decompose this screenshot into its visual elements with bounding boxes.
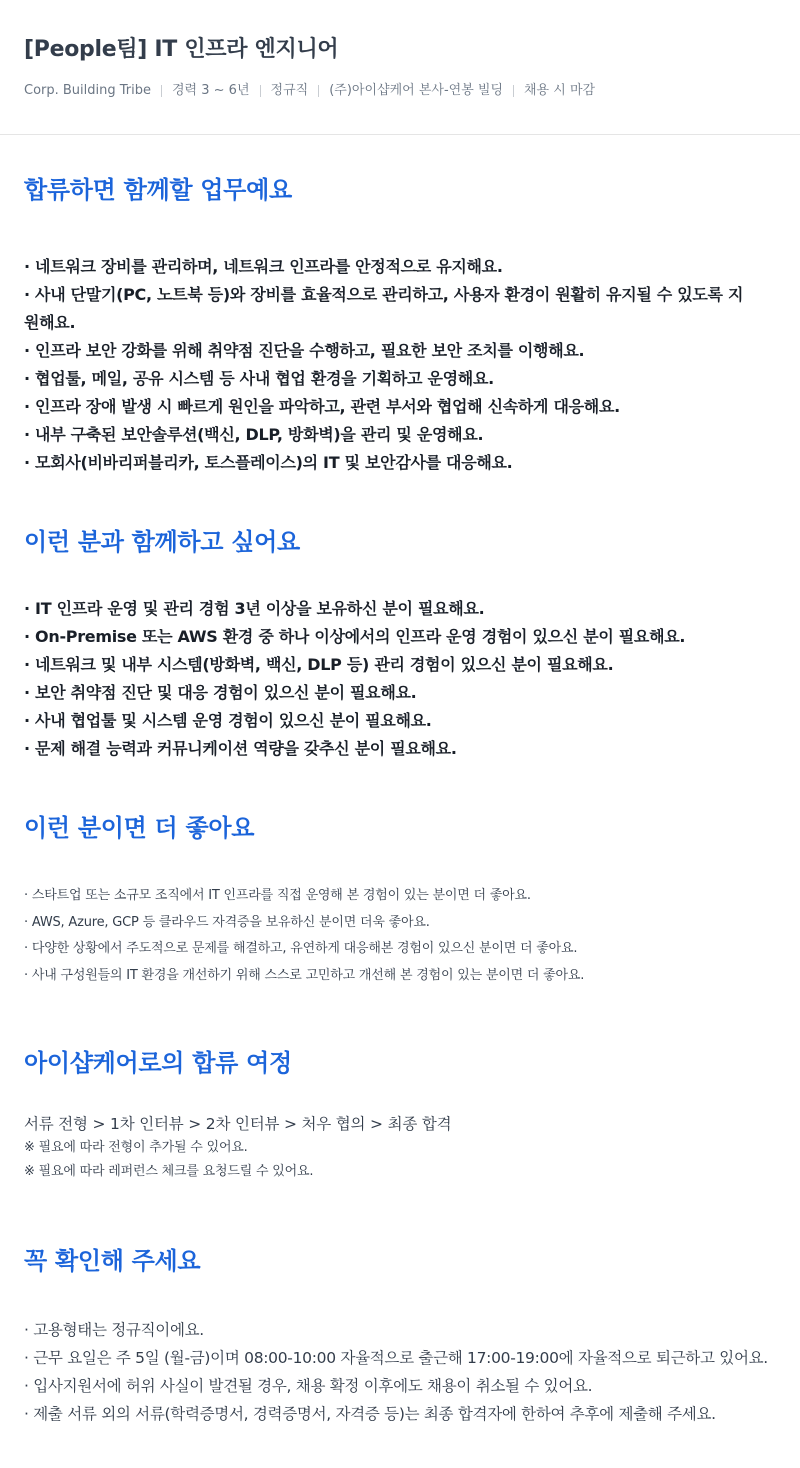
list-item: · 내부 구축된 보안솔루션(백신, DLP, 방화벽)을 관리 및 운영해요. bbox=[24, 425, 484, 444]
section-title-notice: 꼭 확인해 주세요 bbox=[24, 1246, 201, 1275]
list-item: · 근무 요일은 주 5일 (월-금)이며 08:00-10:00 자율적으로 출근해 17:00-19:00에 자율적으로 퇴근하고 있어요. bbox=[24, 1348, 768, 1367]
list-item: · 네트워크 장비를 관리하며, 네트워크 인프라를 안정적으로 유지해요. bbox=[24, 257, 503, 276]
meta-employment-type: 정규직 bbox=[270, 83, 309, 98]
preferred-list bbox=[24, 883, 776, 990]
list-item: · 스타트업 또는 소규모 조직에서 IT 인프라를 직접 운영해 본 경험이 있는 분이면 더 좋아요. bbox=[24, 888, 531, 903]
process-note: ※ 필요에 따라 레퍼런스 체크를 요청드릴 수 있어요. bbox=[24, 1163, 314, 1179]
meta-divider bbox=[318, 85, 319, 97]
meta-deadline: 채용 시 마감 bbox=[524, 83, 596, 98]
section-notice bbox=[24, 1184, 776, 1468]
list-item: · 문제 해결 능력과 커뮤니케이션 역량을 갖추신 분이 필요해요. bbox=[24, 739, 457, 758]
list-item: · 모회사(비바리퍼블리카, 토스플레이스)의 IT 및 보안감사를 대응해요. bbox=[24, 453, 513, 472]
list-item: · 사내 협업툴 및 시스템 운영 경험이 있으신 분이 필요해요. bbox=[24, 711, 432, 730]
notice-list bbox=[24, 1316, 776, 1428]
list-item: · 입사지원서에 허위 사실이 발견될 경우, 채용 확정 이후에도 채용이 취소될 수 있어요. bbox=[24, 1376, 593, 1395]
list-item: · 고용형태는 정규직이에요. bbox=[24, 1320, 204, 1339]
list-item: · 다양한 상황에서 주도적으로 문제를 해결하고, 유연하게 대응해본 경험이 있으신 분이면 더 좋아요. bbox=[24, 941, 578, 957]
list-item: · 인프라 보안 강화를 위해 취약점 진단을 수행하고, 필요한 보안 조치를 이행해요. bbox=[24, 341, 585, 360]
meta-team: Corp. Building Tribe bbox=[24, 83, 151, 98]
section-duties bbox=[24, 135, 776, 477]
list-item: · 인프라 장애 발생 시 빠르게 원인을 파악하고, 관련 부서와 협업해 신속하게 대응해요. bbox=[24, 397, 620, 416]
job-title: [People팀] IT 인프라 엔지니어 bbox=[24, 37, 339, 62]
section-process bbox=[24, 990, 776, 1184]
hiring-process-steps: 서류 전형 > 1차 인터뷰 > 2차 인터뷰 > 처우 협의 > 최종 합격 bbox=[24, 1114, 452, 1133]
meta-divider bbox=[513, 85, 514, 97]
list-item: · 네트워크 및 내부 시스템(방화벽, 백신, DLP 등) 관리 경험이 있으신 분이 필요해요. bbox=[24, 655, 614, 674]
list-item: · 보안 취약점 진단 및 대응 경험이 있으신 분이 필요해요. bbox=[24, 683, 417, 702]
list-item: · 제출 서류 외의 서류(학력증명서, 경력증명서, 자격증 등)는 최종 합격자에 한하여 추후에 제출해 주세요. bbox=[24, 1404, 716, 1423]
section-title-duties: 합류하면 함께할 업무예요 bbox=[24, 176, 292, 204]
section-preferred bbox=[24, 763, 776, 990]
job-meta bbox=[24, 82, 776, 100]
requirements-list bbox=[24, 595, 776, 763]
meta-location: (주)아이샵케어 본사-연봉 빌딩 bbox=[329, 83, 503, 98]
list-item: · 사내 단말기(PC, 노트북 등)와 장비를 효율적으로 관리하고, 사용자 환경이 원활히 유지될 수 있도록 지원해요. bbox=[24, 285, 744, 332]
meta-divider bbox=[260, 85, 261, 97]
meta-experience: 경력 3 ~ 6년 bbox=[172, 83, 250, 98]
section-requirements bbox=[24, 477, 776, 763]
list-item: · On-Premise 또는 AWS 환경 중 하나 이상에서의 인프라 운영 경험이 있으신 분이 필요해요. bbox=[24, 627, 686, 646]
list-item: · IT 인프라 운영 및 관리 경험 3년 이상을 보유하신 분이 필요해요. bbox=[24, 599, 485, 618]
section-title-preferred: 이런 분이면 더 좋아요 bbox=[24, 814, 255, 842]
section-title-process: 아이샵케어로의 합류 여정 bbox=[24, 1048, 292, 1077]
list-item: · AWS, Azure, GCP 등 클라우드 자격증을 보유하신 분이면 더욱 좋아요. bbox=[24, 914, 430, 930]
process-note: ※ 필요에 따라 전형이 추가될 수 있어요. bbox=[24, 1139, 248, 1155]
list-item: · 사내 구성원들의 IT 환경을 개선하기 위해 스스로 고민하고 개선해 본 경험이 있는 분이면 더 좋아요. bbox=[24, 968, 585, 984]
duties-list bbox=[24, 253, 744, 477]
section-title-requirements: 이런 분과 함께하고 싶어요 bbox=[24, 528, 300, 556]
meta-divider bbox=[161, 85, 162, 97]
job-description bbox=[0, 135, 800, 1468]
list-item: · 협업툴, 메일, 공유 시스템 등 사내 협업 환경을 기획하고 운영해요. bbox=[24, 369, 494, 388]
job-header bbox=[0, 0, 800, 135]
